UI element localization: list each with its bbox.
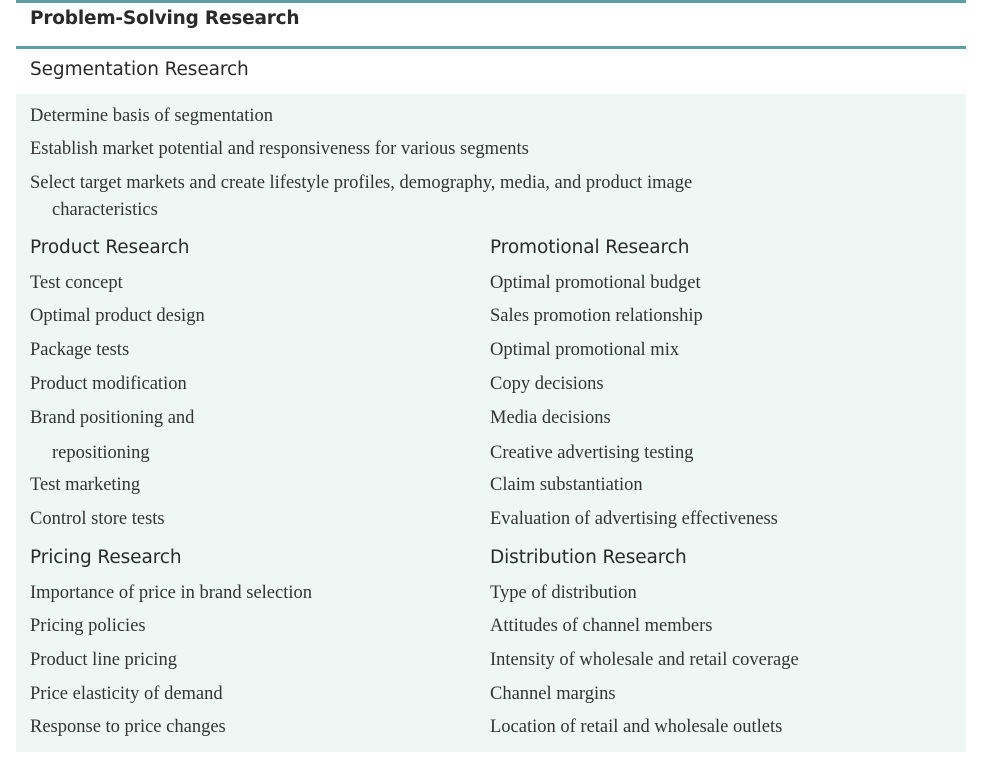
segmentation-heading: Segmentation Research bbox=[30, 59, 249, 80]
product-item-continued: repositioning bbox=[52, 443, 150, 463]
top-rule bbox=[16, 0, 966, 3]
distribution-item: Channel margins bbox=[490, 684, 616, 704]
segmentation-item: Establish market potential and responsiveness for various segments bbox=[30, 139, 529, 159]
promotional-item: Copy decisions bbox=[490, 374, 604, 394]
product-heading: Product Research bbox=[30, 237, 190, 258]
pricing-item: Response to price changes bbox=[30, 717, 226, 737]
segmentation-item: Select target markets and create lifestyle profiles, demography, media, and product image bbox=[30, 173, 693, 193]
distribution-item: Type of distribution bbox=[490, 583, 637, 603]
promotional-item: Evaluation of advertising effectiveness bbox=[490, 509, 778, 529]
product-item: Test concept bbox=[30, 273, 123, 293]
product-item: Package tests bbox=[30, 340, 130, 360]
distribution-item: Attitudes of channel members bbox=[490, 616, 713, 636]
promotional-item: Sales promotion relationship bbox=[490, 306, 703, 326]
segmentation-item-continued: characteristics bbox=[52, 200, 158, 220]
product-item: Product modification bbox=[30, 374, 187, 394]
promotional-item: Creative advertising testing bbox=[490, 443, 694, 463]
pricing-item: Product line pricing bbox=[30, 650, 177, 670]
segmentation-item: Determine basis of segmentation bbox=[30, 106, 274, 126]
distribution-item: Intensity of wholesale and retail coverage bbox=[490, 650, 799, 670]
pricing-item: Importance of price in brand selection bbox=[30, 583, 313, 603]
pricing-item: Pricing policies bbox=[30, 616, 146, 636]
pricing-item: Price elasticity of demand bbox=[30, 684, 223, 704]
product-item: Brand positioning and bbox=[30, 408, 195, 428]
product-item: Optimal product design bbox=[30, 306, 205, 326]
table-title: Problem-Solving Research bbox=[30, 8, 300, 29]
distribution-heading: Distribution Research bbox=[490, 547, 687, 568]
title-rule bbox=[16, 46, 966, 49]
promotional-item: Claim substantiation bbox=[490, 475, 643, 495]
promotional-item: Media decisions bbox=[490, 408, 611, 428]
promotional-heading: Promotional Research bbox=[490, 237, 690, 258]
promotional-item: Optimal promotional mix bbox=[490, 340, 680, 360]
product-item: Test marketing bbox=[30, 475, 141, 495]
pricing-heading: Pricing Research bbox=[30, 547, 182, 568]
product-item: Control store tests bbox=[30, 509, 165, 529]
promotional-item: Optimal promotional budget bbox=[490, 273, 701, 293]
distribution-item: Location of retail and wholesale outlets bbox=[490, 717, 783, 737]
